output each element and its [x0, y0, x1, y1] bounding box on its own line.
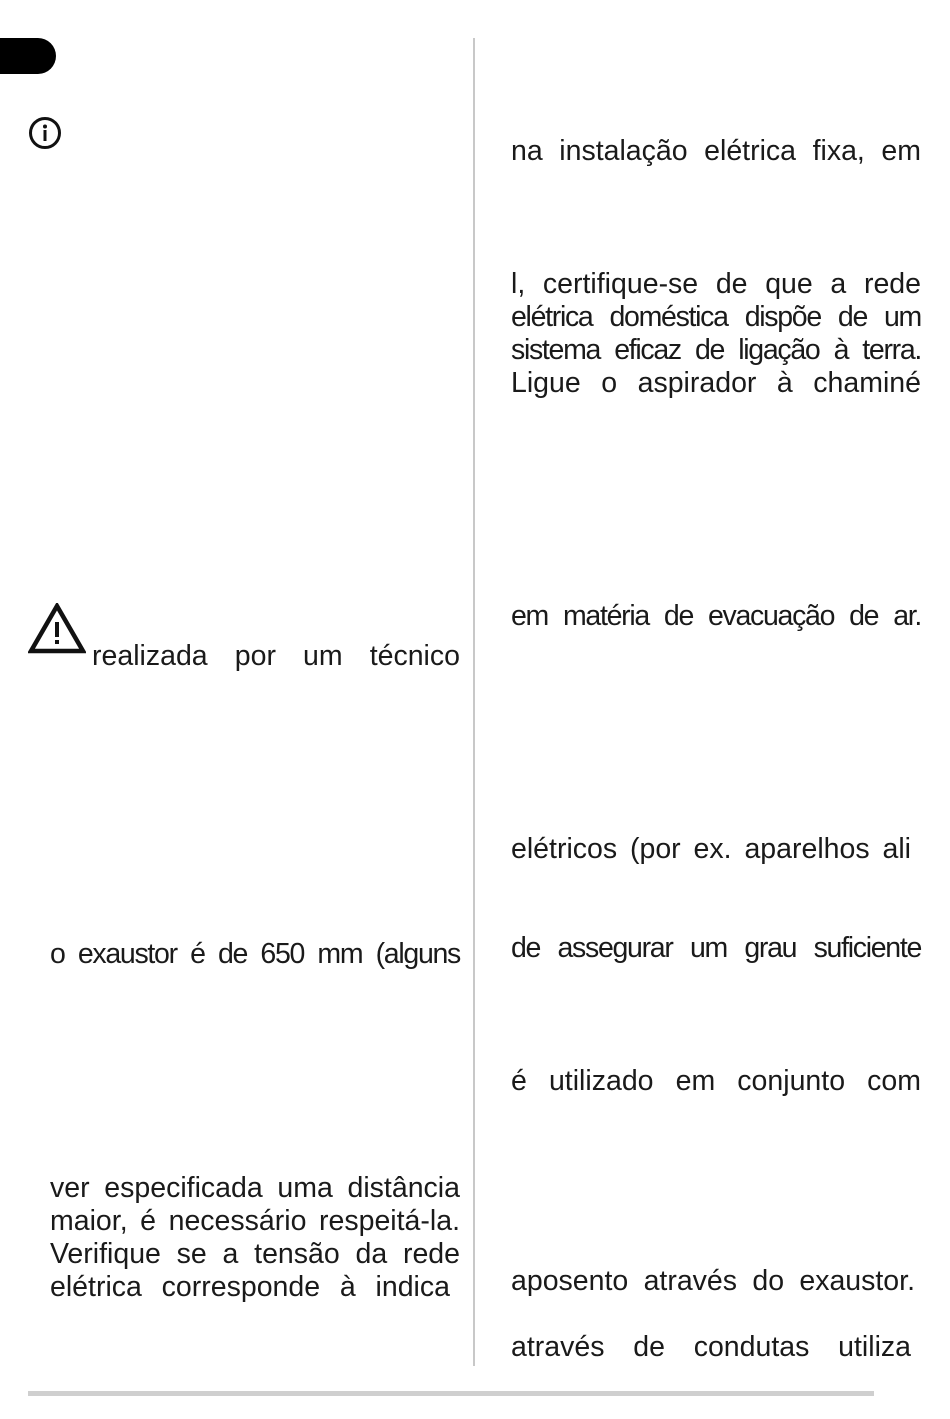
warning-text-line: realizada por um técnico	[92, 640, 460, 672]
right-text-line: aposento através do exaustor.	[511, 1265, 915, 1297]
right-text-line: elétricos (por ex. aparelhos ali	[511, 833, 911, 865]
right-text-line: é utilizado em conjunto com	[511, 1065, 921, 1097]
column-divider	[473, 38, 475, 1366]
left-block-line: ver especificada uma distância	[50, 1172, 460, 1204]
right-text-line: em matéria de evacuação de ar.	[511, 600, 921, 632]
right-text-line: através de condutas utiliza	[511, 1331, 911, 1363]
left-block-line: Verifique se a tensão da rede	[50, 1238, 460, 1270]
right-block-line: l, certifique-se de que a rede	[511, 268, 921, 300]
right-text-line: na instalação elétrica fixa, em	[511, 135, 921, 167]
info-icon	[28, 116, 62, 150]
right-text-line: de assegurar um grau suficiente	[511, 932, 921, 964]
warning-triangle-icon	[28, 603, 86, 655]
left-block-line: maior, é necessário respeitá-la.	[50, 1205, 460, 1237]
left-paragraph-block	[50, 1172, 460, 1304]
exhaust-distance-line: o exaustor é de 650 mm (alguns	[50, 938, 460, 970]
right-block-line: elétrica doméstica dispõe de um	[511, 301, 921, 333]
right-block-line: sistema eficaz de ligação à terra.	[511, 334, 921, 366]
bottom-rule	[28, 1391, 874, 1396]
language-tab-badge	[0, 38, 56, 74]
right-block-line: Ligue o aspirador à chaminé	[511, 367, 921, 399]
right-paragraph-block	[511, 268, 921, 400]
left-block-line: elétrica corresponde à indica	[50, 1271, 450, 1303]
